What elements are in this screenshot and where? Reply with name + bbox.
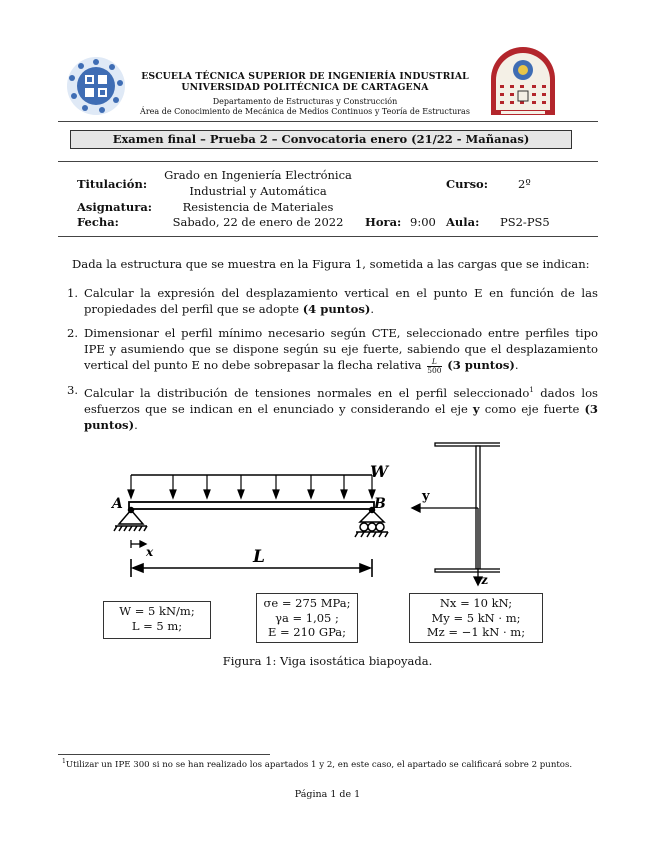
question-1-text: Calcular la expresión del desplazamiento vertical en el punto E en función de las propiedades del perfil que se adopte: [84, 286, 598, 316]
z-axis-label: z: [481, 573, 488, 587]
fraction-denominator: 500: [427, 365, 442, 375]
load-data-box: [103, 601, 211, 639]
box2-line3: E = 210 GPa;: [267, 625, 347, 639]
hora-label: Hora:: [365, 215, 402, 229]
fecha-value: Sabado, 22 de enero de 2022: [172, 215, 344, 229]
hora-value: 9:00: [410, 215, 436, 229]
titulacion-line2: Industrial y Automática: [189, 184, 327, 198]
question-3-end: .: [134, 417, 138, 432]
question-2-text: Dimensionar el perfil mínimo necesario según CTE, seleccionado entre perfiles tipo IPE y asumiendo que se dispone según su eje fuerte, sabiendo que el desplazamiento vertical del punto E no debe sobrepasar la flecha relativa: [84, 326, 598, 372]
length-dimension: [131, 559, 372, 577]
question-2-end: .: [514, 358, 519, 372]
asignatura-label: Asignatura:: [77, 200, 153, 214]
curso-label: Curso:: [446, 177, 488, 191]
length-label: L: [253, 547, 265, 567]
question-3-number: 3.: [67, 383, 79, 397]
y-axis-arrow: [412, 504, 478, 512]
question-1-number: 1.: [67, 286, 79, 300]
y-axis-label: y: [422, 489, 430, 504]
box3-line2: My = 5 kN · m;: [431, 610, 521, 625]
box2-line2: γa = 1,05 ;: [275, 610, 339, 625]
school-name-line2: UNIVERSIDAD POLITÉCNICA DE CARTAGENA: [181, 82, 429, 93]
question-3-axis: y: [472, 401, 480, 416]
question-1-end: .: [370, 302, 375, 316]
question-3-text-b: dados los esfuerzos que se indican en el enunciado y considerando el eje: [84, 385, 598, 416]
box2-line1: σe = 275 MPa;: [263, 596, 351, 610]
upct-logo: [487, 43, 559, 119]
aula-label: Aula:: [446, 215, 480, 229]
x-axis-marker: [131, 540, 146, 548]
footnote-ref-1[interactable]: 1: [529, 386, 534, 394]
question-3-text-c: como eje fuerte: [484, 401, 580, 416]
footnote-mark: 1: [62, 758, 66, 765]
box1-line1: W = 5 kN/m;: [119, 604, 195, 618]
question-3-points: (3 puntos): [84, 401, 598, 432]
aula-value: PS2-PS5: [500, 215, 550, 229]
beam: [129, 502, 374, 509]
question-2-number: 2.: [67, 326, 79, 340]
x-axis-label: x: [146, 545, 154, 559]
internal-forces-box: [409, 593, 543, 643]
asignatura-value: Resistencia de Materiales: [182, 200, 334, 214]
question-2-points: (3 puntos): [447, 358, 515, 372]
curso-value: 2º: [518, 177, 531, 191]
exam-title: Examen final – Prueba 2 – Convocatoria enero (21/22 - Mañanas): [70, 130, 572, 149]
header-rule: [58, 121, 598, 122]
titulacion-line1: Grado en Ingeniería Electrónica: [164, 168, 352, 182]
box3-line1: Nx = 10 kN;: [439, 596, 513, 610]
footnote-text: Utilizar un IPE 300 si no se han realizado los apartados 1 y 2, en este caso, el apartado se calificará sobre 2 puntos.: [65, 759, 573, 770]
beam-figure: [100, 432, 500, 592]
etsii-logo: [66, 56, 126, 116]
box3-line3: Mz = −1 kN · m;: [426, 625, 526, 639]
distributed-load: [128, 475, 375, 498]
school-name-line1: ESCUELA TÉCNICA SUPERIOR DE INGENIERÍA INDUSTRIAL: [141, 71, 469, 82]
load-arrows: [128, 475, 375, 498]
load-label-w: W: [370, 462, 388, 481]
info-rule-bottom: [58, 236, 598, 237]
figure-caption: Figura 1: Viga isostática biapoyada.: [222, 654, 433, 668]
question-1-points: (4 puntos): [302, 302, 371, 316]
question-3: [84, 382, 598, 433]
titulacion-label: Titulación:: [77, 177, 148, 191]
footnote: [62, 758, 602, 770]
question-2: [84, 325, 598, 375]
department-name: Departamento de Estructuras y Construcción: [212, 97, 398, 106]
relative-deflection-fraction: [427, 358, 441, 375]
question-3-text-a: Calcular la distribución de tensiones normales en el perfil seleccionado: [84, 385, 530, 400]
fraction-numerator: L: [427, 358, 441, 367]
support-b-label: B: [374, 496, 386, 512]
fecha-label: Fecha:: [77, 215, 119, 229]
box1-line2: L = 5 m;: [131, 618, 183, 633]
intro-text: Dada la estructura que se muestra en la Figura 1, sometida a las cargas que se indican:: [72, 257, 590, 271]
info-rule-top: [58, 161, 598, 162]
material-data-box: [256, 593, 358, 643]
question-1: [84, 285, 598, 317]
page-number: Página 1 de 1: [294, 789, 361, 800]
footnote-rule: [58, 754, 270, 755]
area-name: Área de Conocimiento de Mecánica de Medios Continuos y Teoría de Estructuras: [140, 107, 470, 116]
support-a-label: A: [112, 496, 123, 512]
